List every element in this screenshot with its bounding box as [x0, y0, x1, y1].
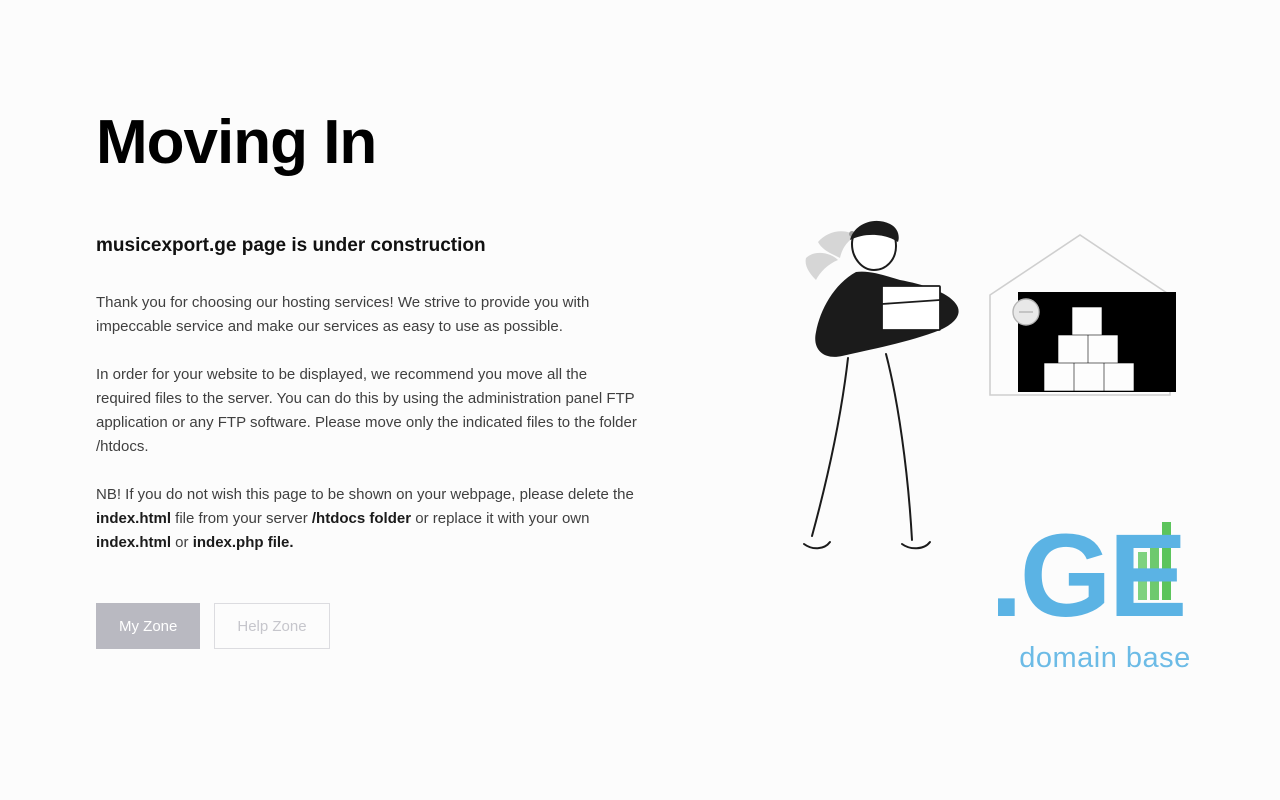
content-column	[96, 110, 656, 649]
page-subtitle: musicexport.ge page is under construction	[96, 235, 486, 257]
brand-logo	[990, 500, 1220, 675]
help-zone-button[interactable]: Help Zone	[214, 603, 329, 649]
brand-tagline: domain base	[1019, 642, 1191, 674]
carried-box	[882, 286, 940, 330]
paragraph-intro: Thank you for choosing our hosting services! We strive to provide you with impeccable service and make our services as easy to use as possible.	[96, 294, 590, 336]
my-zone-button[interactable]: My Zone	[96, 603, 200, 649]
brand-ge-mark	[990, 500, 1220, 630]
paragraph-instructions: In order for your website to be displayed, we recommend you move all the required files to the server. You can do this by using the administration panel FTP application or any FTP software. Please move only the indicated files to the folder /htdocs.	[96, 366, 637, 456]
bird-icon	[806, 231, 856, 280]
button-row	[96, 603, 656, 649]
svg-text:.GE: .GE	[990, 510, 1185, 630]
page-title: Moving In	[96, 108, 377, 177]
paragraph-note: NB! If you do not wish this page to be shown on your webpage, please delete the index.html file from your server /htdocs folder or replace it with your own index.html or index.php file.	[96, 486, 634, 552]
person-figure	[804, 221, 959, 548]
small-package	[1013, 299, 1039, 325]
